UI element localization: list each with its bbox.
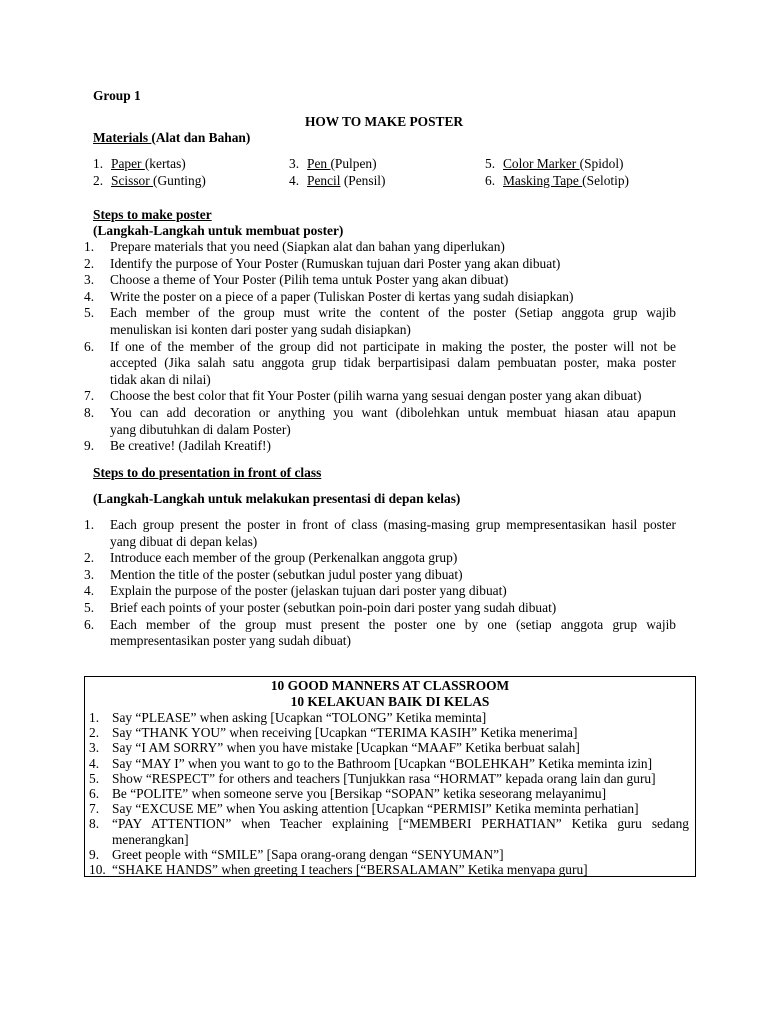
material-name: Color Marker [503, 156, 580, 171]
material-translation: (kertas) [144, 156, 186, 171]
list-item-number: 8. [89, 816, 100, 832]
list-item-number: 7. [84, 388, 95, 404]
list-item-number: 6. [84, 616, 95, 632]
list-item-number: 1. [84, 239, 95, 254]
list-item-text: Say “EXCUSE ME” when You asking attention [Ucapkan “PERMISI” Ketika meminta perhatian] [112, 801, 639, 817]
list-item-text: Say “THANK YOU” when receiving [Ucapkan “TERIMA KASIH” Ketika menerima] [112, 725, 578, 741]
list-item-number: 10. [89, 862, 106, 877]
list-item-text: Say “I AM SORRY” when you have mistake [Ucapkan “MAAF” Ketika berbuat salah] [112, 740, 580, 756]
list-item-text: Mention the title of the poster (sebutkan judul poster yang dibuat) [110, 566, 463, 582]
list-item-text: menuliskan isi konten dari poster yang sudah disiapkan) [110, 321, 411, 337]
material-translation: (Spidol) [579, 156, 624, 171]
group-label: Group 1 [93, 88, 141, 103]
material-number: 2. [93, 173, 104, 188]
list-item-number: 6. [84, 338, 95, 354]
list-item-text: Show “RESPECT” for others and teachers [Tunjukkan rasa “HORMAT” kepada orang lain dan guru] [112, 770, 656, 786]
materials-heading [93, 130, 250, 147]
list-item-text: mempresentasikan poster yang sudah dibuat) [110, 633, 351, 649]
material-name: Pen [307, 156, 331, 171]
list-item-number: 9. [84, 438, 95, 454]
steps-make-heading: Steps to make poster [93, 207, 212, 222]
list-item-text: Each member of the group must write the content of the poster (Setiap anggota grup wajib [110, 305, 676, 321]
list-item-text: Each group present the poster in front of class (masing-masing grup mempresentasikan hasil poster [110, 517, 676, 532]
list-item-number: 7. [89, 801, 100, 817]
manners-subtitle: 10 KELAKUAN BAIK DI KELAS [290, 694, 490, 709]
list-item-number: 4. [84, 288, 95, 304]
list-item-text: accepted (Jika salah satu anggota grup tidak berpartisipasi dalam pembuatan poster, maka poster [110, 355, 676, 371]
material-item [93, 156, 186, 173]
list-item-number: 2. [89, 725, 100, 741]
material-number: 1. [93, 156, 104, 171]
list-item-text: Choose the best color that fit Your Poster (pilih warna yang sesuai dengan poster yang akan dibuat) [110, 388, 642, 404]
list-item-text: Be creative! (Jadilah Kreatif!) [110, 438, 271, 454]
material-item [289, 173, 386, 190]
list-item-number: 4. [84, 583, 95, 599]
material-number: 3. [289, 156, 300, 171]
list-item-number: 8. [84, 405, 95, 420]
list-item-number: 5. [84, 305, 95, 321]
list-item-number: 9. [89, 846, 100, 862]
list-item-text: Explain the purpose of the poster (jelaskan tujuan dari poster yang dibuat) [110, 583, 507, 599]
material-translation: (Gunting) [153, 173, 206, 188]
list-item-text: You can add decoration or anything you want (dibolehkan untuk membuat hiasan atau apapun [110, 405, 676, 420]
list-item-number: 5. [84, 600, 95, 615]
steps-present-heading: Steps to do presentation in front of class [93, 465, 322, 480]
list-item-number: 4. [89, 755, 100, 771]
list-item-text: tidak akan di nilai) [110, 371, 211, 387]
list-item-number: 1. [89, 710, 100, 725]
material-item [485, 156, 624, 173]
list-item-text: If one of the member of the group did not participate in making the poster, the poster will not be [110, 338, 676, 354]
material-name: Pencil [307, 173, 341, 188]
list-item-text: Be “POLITE” when someone serve you [Bersikap “SOPAN” ketika seseorang melayanimu] [112, 786, 607, 801]
material-name: Paper [111, 156, 145, 171]
list-item-number: 3. [84, 272, 95, 288]
materials-heading-underlined: Materials [93, 130, 152, 145]
list-item-text: Greet people with “SMILE” [Sapa orang-orang dengan “SENYUMAN”] [112, 846, 504, 862]
list-item-text: menerangkan] [112, 831, 189, 847]
material-translation: (Pensil) [340, 173, 386, 188]
list-item-number: 5. [89, 770, 100, 786]
list-item-number: 1. [84, 517, 95, 532]
list-item-text: “SHAKE HANDS” when greeting I teachers [“BERSALAMAN” Ketika menyapa guru] [112, 862, 588, 877]
good-manners-box [84, 676, 696, 877]
list-item-text: Identify the purpose of Your Poster (Rumuskan tujuan dari Poster yang akan dibuat) [110, 255, 561, 271]
material-translation: (Selotip) [582, 173, 630, 188]
steps-make-subheading: (Langkah-Langkah untuk membuat poster) [93, 223, 344, 238]
list-item-number: 3. [89, 740, 100, 756]
list-item-text: Say “MAY I” when you want to go to the Bathroom [Ucapkan “BOLEHKAH” Ketika meminta izin] [112, 755, 653, 771]
list-item-text: Introduce each member of the group (Perkenalkan anggota grup) [110, 550, 458, 566]
list-item-number: 6. [89, 786, 100, 801]
list-item-text: Brief each points of your poster (sebutkan poin-poin dari poster yang sudah dibuat) [110, 600, 557, 615]
list-item-text: Prepare materials that you need (Siapkan alat dan bahan yang diperlukan) [110, 239, 505, 254]
list-item-number: 2. [84, 255, 95, 271]
list-item-text: Choose a theme of Your Poster (Pilih tema untuk Poster yang akan dibuat) [110, 272, 509, 288]
material-item [289, 156, 377, 173]
list-item-text: “PAY ATTENTION” when Teacher explaining [“MEMBERI PERHATIAN” Ketika guru sedang [112, 816, 689, 832]
list-item-text: Each member of the group must present the poster one by one (setiap anggota grup wajib [110, 616, 676, 632]
page-title: HOW TO MAKE POSTER [304, 114, 464, 129]
list-item-text: yang dibuat di depan kelas) [110, 533, 258, 549]
list-item-text: Say “PLEASE” when asking [Ucapkan “TOLONG” Ketika meminta] [112, 710, 487, 725]
list-item-number: 2. [84, 550, 95, 566]
list-item-number: 3. [84, 566, 95, 582]
material-item [485, 173, 629, 190]
material-number: 6. [485, 173, 496, 188]
material-number: 4. [289, 173, 300, 188]
material-translation: (Pulpen) [330, 156, 377, 171]
list-item-text: yang dibutuhkan di dalam Poster) [110, 421, 291, 437]
material-name: Masking Tape [503, 173, 583, 188]
manners-title: 10 GOOD MANNERS AT CLASSROOM [270, 678, 510, 693]
steps-present-subheading: (Langkah-Langkah untuk melakukan presentasi di depan kelas) [93, 491, 461, 506]
material-number: 5. [485, 156, 496, 171]
list-item-text: Write the poster on a piece of a paper (Tuliskan Poster di kertas yang sudah disiapkan) [110, 288, 574, 304]
material-item [93, 173, 206, 190]
materials-heading-rest: (Alat dan Bahan) [151, 130, 251, 145]
material-name: Scissor [111, 173, 154, 188]
